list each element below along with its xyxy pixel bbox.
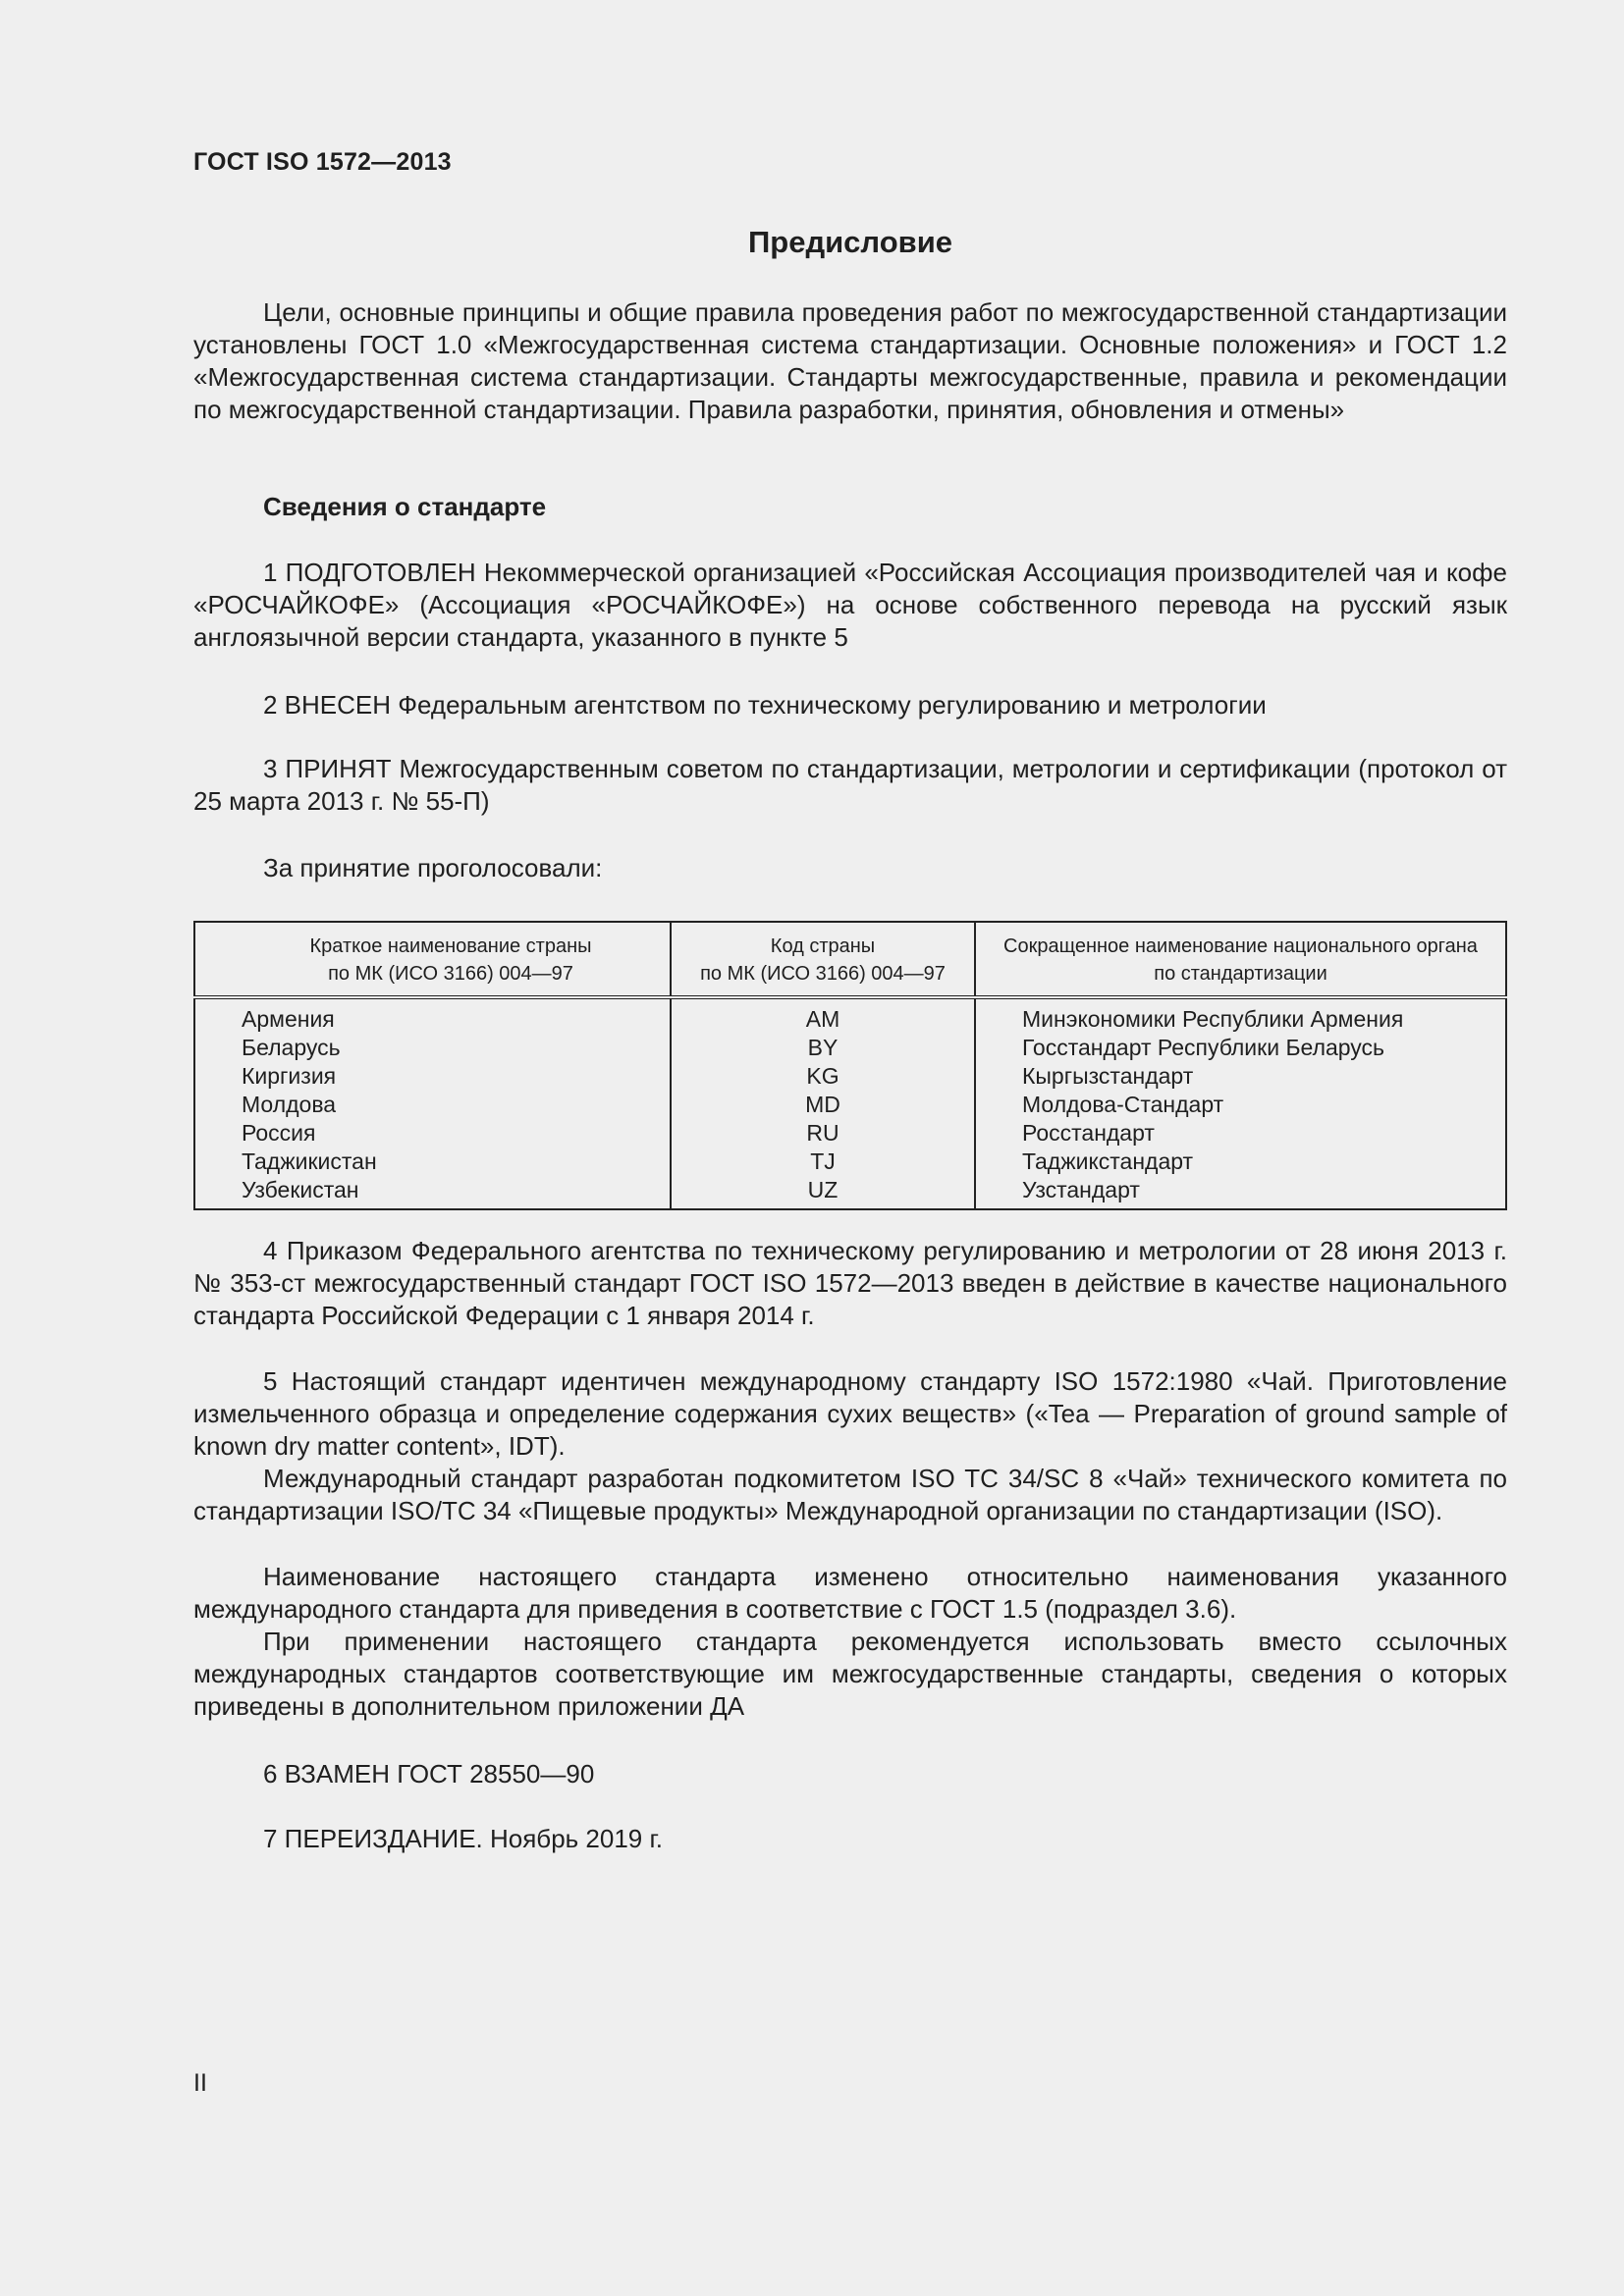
voting-countries-table [193, 921, 1507, 1210]
standards-body: Узстандарт [1022, 1177, 1140, 1202]
standards-body: Кыргызстандарт [1022, 1063, 1194, 1089]
item-5-references-paragraph: При применении настоящего стандарта рекомендуется использовать вместо ссылочных международных стандартов соответствующие им межгосударственные стандарты, сведения о которых приведены в дополнительном приложении ДА [193, 1627, 1507, 1721]
section-heading: Сведения о стандарте [263, 492, 547, 521]
document-page [193, 0, 1507, 2296]
table-header-row [194, 922, 1506, 997]
country-code: AM [805, 1006, 840, 1032]
item-4-paragraph: 4 Приказом Федерального агентства по техническому регулированию и метрологии от 28 июня 2013 г. № 353-ст межгосударственный стандарт ГОСТ ISO 1572—2013 введен в действие в качестве национального стандарта Российской Федерации с 1 января 2014 г. [193, 1236, 1507, 1330]
table-body-row [194, 997, 1506, 1209]
country-name: Киргизия [242, 1063, 337, 1089]
item-2-paragraph: 2 ВНЕСЕН Федеральным агентством по техническому регулированию и метрологии [263, 690, 1267, 720]
item-6-paragraph: 6 ВЗАМЕН ГОСТ 28550—90 [263, 1759, 595, 1789]
country-name-column [194, 997, 671, 1209]
country-code: BY [807, 1035, 839, 1060]
standards-body: Таджикстандарт [1022, 1148, 1194, 1174]
item-7-paragraph: 7 ПЕРЕИЗДАНИЕ. Ноябрь 2019 г. [263, 1824, 664, 1853]
item-3-paragraph: 3 ПРИНЯТ Межгосударственным советом по стандартизации, метрологии и сертификации (протокол от 25 марта 2013 г. № 55-П) [193, 754, 1507, 816]
country-name: Узбекистан [242, 1177, 359, 1202]
page-number: II [193, 2069, 207, 2097]
intro-paragraph: Цели, основные принципы и общие правила проведения работ по межгосударственной стандартизации установлены ГОСТ 1.0 «Межгосударственная система стандартизации. Основные положения» и ГОСТ 1.2 «Межгосударственная система стандартизации. Стандарты межгосударственные, правила и рекомендации по межгосударственной стандартизации. Правила разработки, принятия, обновления и отмены» [193, 297, 1507, 424]
country-name: Армения [242, 1006, 335, 1032]
standards-body: Минэкономики Республики Армения [1022, 1006, 1404, 1032]
item-5-name-change-paragraph: Наименование настоящего стандарта изменено относительно наименования указанного международного стандарта для приведения в соответствие с ГОСТ 1.5 (подраздел 3.6). [193, 1562, 1507, 1624]
country-name: Беларусь [242, 1035, 341, 1060]
country-code: MD [805, 1092, 840, 1117]
country-name: Таджикистан [242, 1148, 377, 1174]
country-name: Молдова [242, 1092, 337, 1117]
page-title: Предисловие [747, 225, 952, 259]
standards-body-column [975, 997, 1506, 1209]
item-5-paragraph: 5 Настоящий стандарт идентичен международному стандарту ISO 1572:1980 «Чай. Приготовление измельченного образца и определение содержания сухих веществ» («Tea — Preparation of ground sample of known dry matter content», IDT). [193, 1366, 1507, 1461]
header-country-name: Краткое наименование страны по МК (ИСО 3166) 004—97 [194, 922, 671, 997]
header-standards-body: Сокращенное наименование национального органа по стандартизации [975, 922, 1506, 997]
standards-body: Госстандарт Республики Беларусь [1022, 1035, 1385, 1060]
country-name: Россия [242, 1120, 316, 1146]
document-code: ГОСТ ISO 1572—2013 [193, 148, 452, 176]
standards-body: Молдова-Стандарт [1022, 1092, 1224, 1117]
country-code-column [671, 997, 975, 1209]
country-code: TJ [810, 1148, 836, 1174]
standards-body: Росстандарт [1022, 1120, 1155, 1146]
votes-intro: За принятие проголосовали: [263, 853, 603, 882]
header-country-code: Код страны по МК (ИСО 3166) 004—97 [671, 922, 975, 997]
country-code: RU [806, 1120, 839, 1146]
item-1-paragraph: 1 ПОДГОТОВЛЕН Некоммерческой организацией «Российская Ассоциация производителей чая и кофе «РОСЧАЙКОФЕ» (Ассоциация «РОСЧАЙКОФЕ») на основе собственного перевода на русский язык англоязычной версии стандарта, указанного в пункте 5 [193, 558, 1507, 652]
item-5-committee-paragraph: Международный стандарт разработан подкомитетом ISO TC 34/SC 8 «Чай» технического комитета по стандартизации ISO/TC 34 «Пищевые продукты» Международной организации по стандартизации (ISO). [193, 1464, 1507, 1525]
country-code: UZ [807, 1177, 839, 1202]
country-code: KG [806, 1063, 839, 1089]
